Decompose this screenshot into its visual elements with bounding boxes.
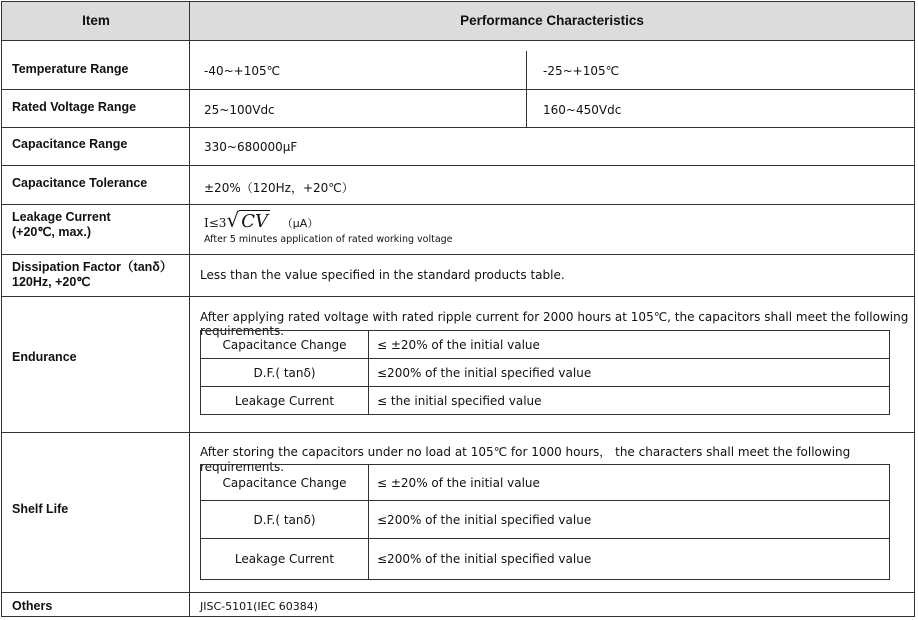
column-divider: [189, 2, 190, 616]
endurance-subtable: [200, 330, 890, 415]
temperature-value-2: -25~+105℃: [543, 64, 620, 78]
endurance-name-3: Leakage Current: [201, 387, 369, 414]
sqrt-symbol: √ CV: [226, 208, 268, 232]
endurance-name-2: D.F.( tanδ): [201, 359, 369, 386]
table-row: [201, 465, 889, 501]
tolerance-label: Capacitance Tolerance: [12, 176, 148, 190]
leakage-label: [12, 210, 111, 240]
shelf-value-2: ≤200% of the initial specified value: [377, 512, 592, 527]
shelf-name-2: D.F.( tanδ): [201, 501, 369, 538]
shelf-value-3: ≤200% of the initial specified value: [377, 552, 592, 566]
dissipation-value: Less than the value specified in the standard products table.: [200, 268, 565, 282]
endurance-label: Endurance: [12, 350, 77, 364]
capacitance-label: Capacitance Range: [12, 137, 128, 151]
dissipation-label-line2: 120Hz, +20℃: [12, 275, 91, 289]
shelf-intro: After storing the capacitors under no load at 105℃ for 1000 hours， the characters shall meet the following requirements.: [200, 445, 851, 474]
temperature-value-1: -40~+105℃: [204, 64, 281, 78]
endurance-value-1: ≤ ±20% of the initial value: [377, 337, 540, 352]
row-line: [2, 127, 914, 128]
dissipation-label-line1: Dissipation Factor（tanδ）: [12, 260, 173, 274]
leakage-note: After 5 minutes application of rated working voltage: [204, 234, 453, 245]
table-row: [201, 359, 889, 387]
row-line: [2, 432, 914, 433]
capacitance-value: 330~680000μF: [204, 140, 298, 154]
row-line: [2, 254, 914, 255]
header-performance: Performance Characteristics: [460, 13, 644, 28]
formula-radicand: CV: [241, 211, 268, 232]
row-line: [2, 592, 914, 593]
table-row: [201, 387, 889, 414]
dissipation-label: [12, 260, 172, 290]
spec-table: [1, 1, 915, 617]
row-line: [2, 296, 914, 297]
voltage-value-1: 25~100Vdc: [204, 103, 275, 117]
table-header: [2, 2, 914, 41]
leakage-formula: [204, 208, 318, 232]
header-item: Item: [82, 13, 110, 28]
others-label: Others: [12, 599, 53, 613]
shelf-value-1: ≤ ±20% of the initial value: [377, 475, 540, 490]
others-value: JISC-5101(IEC 60384): [200, 600, 319, 613]
table-row: [201, 501, 889, 539]
shelf-name-1: Capacitance Change: [201, 465, 369, 500]
shelf-subtable: [200, 464, 890, 580]
row-line: [2, 89, 914, 90]
temperature-label: Temperature Range: [12, 62, 129, 76]
voltage-label: Rated Voltage Range: [12, 100, 137, 114]
shelf-label: Shelf Life: [12, 502, 69, 516]
leakage-label-line1: Leakage Current: [12, 210, 111, 224]
endurance-value-2: ≤200% of the initial specified value: [377, 365, 592, 380]
leakage-label-line2: (+20℃, max.): [12, 225, 92, 239]
table-row: [201, 539, 889, 579]
shelf-name-3: Leakage Current: [201, 539, 369, 579]
row-line: [2, 204, 914, 205]
formula-prefix: I≤3: [204, 216, 227, 230]
row-line: [2, 165, 914, 166]
tolerance-value: ±20%（120Hz，+20℃）: [204, 181, 354, 195]
table-row: [201, 331, 889, 359]
endurance-name-1: Capacitance Change: [201, 331, 369, 358]
endurance-value-3: ≤ the initial specified value: [377, 393, 542, 408]
formula-unit: （μA）: [281, 217, 319, 230]
endurance-intro: After applying rated voltage with rated ripple current for 2000 hours at 105℃, the capacitors shall meet the following requirements.: [200, 310, 909, 338]
voltage-value-2: 160~450Vdc: [543, 103, 622, 117]
